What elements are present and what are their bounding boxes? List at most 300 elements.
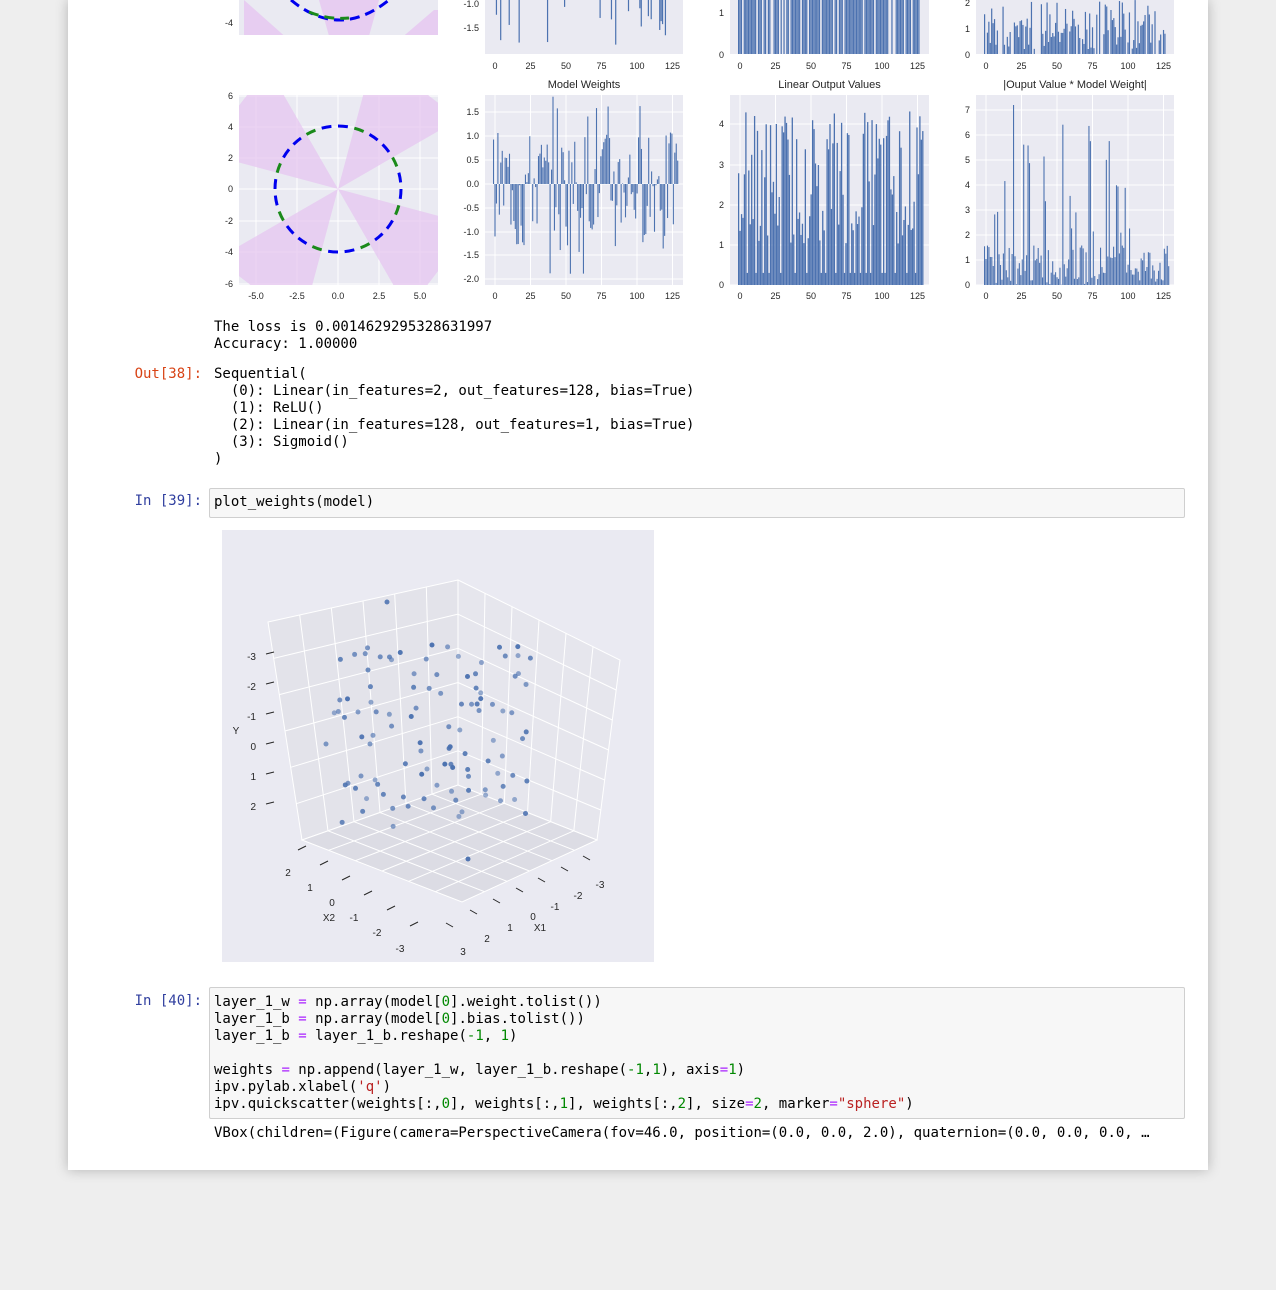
bar xyxy=(1032,280,1033,285)
bar xyxy=(763,273,764,285)
bar xyxy=(861,207,862,285)
bar xyxy=(855,211,856,285)
x-tick-label: 125 xyxy=(909,61,926,71)
bar xyxy=(845,0,846,54)
bar xyxy=(890,189,891,285)
scatter-point xyxy=(473,671,478,676)
bar xyxy=(1079,38,1080,54)
bar xyxy=(644,184,645,235)
bar xyxy=(1051,37,1052,54)
scatter-point xyxy=(486,759,491,764)
x-tick-label: 125 xyxy=(1155,291,1172,301)
scatter-point xyxy=(501,784,506,789)
y-tick-label: 4 xyxy=(718,119,724,129)
code-token: layer_1_b xyxy=(214,1028,299,1044)
bar xyxy=(619,159,620,184)
bar xyxy=(1137,21,1138,54)
bar xyxy=(1006,270,1007,285)
bar xyxy=(1143,21,1144,54)
weights-3d-scatter[interactable] xyxy=(222,530,654,962)
bar xyxy=(918,174,919,285)
bar xyxy=(869,181,870,285)
bar xyxy=(1133,275,1134,285)
bar xyxy=(1064,29,1065,54)
code-token: ) xyxy=(736,1062,746,1078)
bar xyxy=(880,0,881,54)
bar xyxy=(600,156,601,184)
bar xyxy=(760,226,761,285)
bar xyxy=(1058,279,1059,285)
scatter-point xyxy=(528,656,533,661)
scatter-point xyxy=(406,804,411,809)
scatter-point xyxy=(498,798,503,803)
bar xyxy=(615,184,616,246)
bar xyxy=(1113,18,1114,54)
y-tick-label: 1 xyxy=(964,255,970,265)
bar xyxy=(806,0,807,54)
bar xyxy=(496,184,497,204)
bar xyxy=(770,125,771,285)
loss-output: The loss is 0.0014629295328631997 Accuracy: 1.00000 xyxy=(214,319,493,352)
y-tick-label: 0 xyxy=(964,280,970,290)
bar xyxy=(1161,279,1162,285)
bar xyxy=(1101,267,1102,285)
scatter-point xyxy=(500,754,505,759)
weights-title: Model Weights xyxy=(547,79,621,91)
x-tick-label: 75 xyxy=(841,61,852,71)
bar xyxy=(638,137,639,184)
bar xyxy=(592,184,593,229)
bar xyxy=(846,0,847,54)
bar xyxy=(751,0,752,54)
x-tick-label: -5.0 xyxy=(248,291,264,301)
tick-mark xyxy=(342,876,350,880)
bar xyxy=(631,184,632,194)
x1-tick-label-3d: 3 xyxy=(460,947,466,958)
bar xyxy=(506,158,507,184)
bar xyxy=(803,0,804,54)
x-tick-label: 0 xyxy=(737,291,743,301)
scatter-point xyxy=(459,702,464,707)
scatter-point xyxy=(345,696,350,701)
bar xyxy=(897,0,898,54)
bar xyxy=(994,19,995,54)
bar xyxy=(586,184,587,194)
bar xyxy=(883,138,884,285)
bar xyxy=(1123,14,1124,54)
bar xyxy=(1052,261,1053,285)
bar xyxy=(1093,231,1094,285)
bar xyxy=(1064,264,1065,285)
x-tick-label: 25 xyxy=(525,61,536,71)
bar xyxy=(879,139,880,285)
x-tick-label: 50 xyxy=(560,61,572,71)
bar xyxy=(783,0,784,54)
bar xyxy=(526,182,527,184)
bar xyxy=(780,273,781,285)
scatter-point xyxy=(418,748,423,753)
bar xyxy=(655,184,656,185)
bar xyxy=(626,184,627,206)
bar xyxy=(832,143,833,285)
bar xyxy=(590,184,591,228)
bar xyxy=(523,184,524,245)
x-tick-label: 25 xyxy=(1016,61,1027,71)
bar xyxy=(661,184,662,210)
bar xyxy=(852,0,853,54)
x2-tick-label-3d: 2 xyxy=(285,868,291,879)
bar xyxy=(896,212,897,285)
bar xyxy=(595,169,596,184)
bar xyxy=(784,117,785,285)
bar xyxy=(802,224,803,285)
bar xyxy=(825,273,826,285)
bar xyxy=(1029,28,1030,54)
scatter-point xyxy=(463,751,468,756)
bar xyxy=(1128,265,1129,285)
bar xyxy=(768,273,769,285)
code-line xyxy=(214,1096,914,1113)
bar xyxy=(829,124,830,285)
x-tick-label: 0 xyxy=(492,291,498,301)
bar xyxy=(1020,21,1021,54)
bar xyxy=(758,241,759,285)
bar xyxy=(497,133,498,184)
x-tick-label: 25 xyxy=(770,291,781,301)
bar xyxy=(622,183,623,184)
bar xyxy=(516,184,517,244)
bar xyxy=(541,145,542,184)
bar xyxy=(676,144,677,184)
bar xyxy=(580,184,581,218)
code-token: 1 xyxy=(728,1062,737,1078)
tick-mark xyxy=(320,861,328,865)
bar xyxy=(1110,258,1111,285)
bar xyxy=(889,117,890,285)
tick-mark xyxy=(470,910,477,914)
bar xyxy=(1067,268,1068,285)
code-token: 1 xyxy=(652,1062,661,1078)
bar xyxy=(984,246,985,285)
scatter-point xyxy=(390,806,395,811)
bar xyxy=(1139,43,1140,54)
bar xyxy=(747,273,748,285)
bar xyxy=(500,0,501,40)
tick-mark xyxy=(266,742,274,744)
bar xyxy=(1085,12,1086,54)
bar xyxy=(1136,269,1137,285)
bar xyxy=(642,184,643,242)
y-tick-label: -1.5 xyxy=(463,250,479,260)
x2-tick-label-3d: -2 xyxy=(372,928,382,939)
bar xyxy=(519,184,520,185)
code-token: layer_1_b xyxy=(214,1011,299,1027)
bar xyxy=(1010,32,1011,54)
x1-tick-label-3d: -2 xyxy=(573,891,583,902)
bar xyxy=(821,273,822,285)
bar xyxy=(857,224,858,285)
bar xyxy=(759,0,760,54)
x1-tick-label-3d: -1 xyxy=(550,902,560,913)
bar xyxy=(841,123,842,285)
bar xyxy=(1028,45,1029,54)
bar xyxy=(1049,14,1050,54)
scatter-point xyxy=(457,728,462,733)
scatter-point xyxy=(368,700,373,705)
y-tick-label-3d: -3 xyxy=(247,652,256,663)
bar xyxy=(554,184,555,231)
bar xyxy=(790,243,791,285)
y-tick-label: 2 xyxy=(964,230,970,240)
bar xyxy=(628,177,629,184)
bar xyxy=(1125,30,1126,54)
bar xyxy=(1132,49,1133,54)
bar xyxy=(1014,256,1015,285)
scatter-point xyxy=(370,733,375,738)
bar xyxy=(615,0,616,45)
bar xyxy=(895,273,896,285)
scatter-3d-canvas xyxy=(222,530,654,962)
x-tick-label: 0 xyxy=(983,291,989,301)
bar xyxy=(1150,43,1151,54)
bar xyxy=(544,157,545,184)
bar xyxy=(1059,268,1060,285)
scatter-point xyxy=(424,657,429,662)
bar xyxy=(879,0,880,54)
x1-tick-label-3d: 0 xyxy=(530,912,536,923)
y-tick-label: 7 xyxy=(964,105,970,115)
y-tick-label: 1 xyxy=(718,8,724,18)
bar xyxy=(1057,277,1058,285)
scatter-point xyxy=(449,789,454,794)
scatter-point xyxy=(411,685,416,690)
product-title: |Ouput Value * Model Weight| xyxy=(1003,79,1147,91)
bar xyxy=(913,202,914,285)
bar xyxy=(824,230,825,285)
scatter-point xyxy=(515,644,520,649)
bar xyxy=(771,192,772,285)
bar xyxy=(916,0,917,54)
scatter-point xyxy=(360,809,365,814)
scatter-point xyxy=(359,734,364,739)
bar xyxy=(1103,273,1104,285)
bar xyxy=(1138,272,1139,285)
bar xyxy=(908,225,909,285)
bar xyxy=(1028,145,1029,285)
bar xyxy=(1105,5,1106,54)
bar xyxy=(1108,30,1109,54)
bar xyxy=(1071,228,1072,285)
bar xyxy=(819,240,820,285)
bar xyxy=(999,254,1000,285)
bar xyxy=(750,224,751,285)
y-tick-label: 1.0 xyxy=(466,131,479,141)
bar xyxy=(542,167,543,184)
bar xyxy=(1157,279,1158,285)
bar xyxy=(882,273,883,285)
decision-boundary-dash xyxy=(275,196,277,206)
bar xyxy=(1070,196,1071,285)
bar xyxy=(532,184,533,221)
scatter-point xyxy=(478,696,483,701)
y-tick-label: -4 xyxy=(224,247,233,257)
code-editor-39[interactable]: plot_weights(model) xyxy=(214,494,375,510)
bar xyxy=(1026,255,1027,285)
bar xyxy=(573,184,574,204)
bar xyxy=(788,0,789,54)
bar xyxy=(571,162,572,184)
bar xyxy=(836,0,837,54)
bar xyxy=(988,247,989,285)
bar xyxy=(628,0,629,11)
bar xyxy=(496,0,497,15)
bar xyxy=(806,273,807,285)
bar xyxy=(635,184,636,219)
x-tick-label: 50 xyxy=(560,291,572,301)
bar xyxy=(1017,25,1018,54)
bar xyxy=(864,0,865,54)
bar xyxy=(810,0,811,54)
code-editor-40[interactable] xyxy=(214,994,914,1113)
code-token: = xyxy=(829,1096,838,1112)
bar xyxy=(1126,273,1127,285)
bar xyxy=(538,156,539,184)
code-line xyxy=(214,1045,914,1062)
bar xyxy=(912,228,913,285)
bar xyxy=(560,184,561,250)
bar xyxy=(873,225,874,285)
bar xyxy=(1103,34,1104,54)
bar xyxy=(877,0,878,54)
bar xyxy=(1159,40,1160,54)
bar xyxy=(547,145,548,184)
bar xyxy=(800,235,801,285)
code-token: , marker xyxy=(761,1096,830,1112)
bar xyxy=(1002,7,1003,54)
bar xyxy=(892,195,893,285)
x-tick-label: 100 xyxy=(1120,291,1136,301)
scatter-point xyxy=(434,783,439,788)
bar xyxy=(1018,37,1019,54)
bar xyxy=(1014,23,1015,54)
decision-boundary-dash xyxy=(399,173,401,183)
scatter-point xyxy=(364,796,369,801)
x-tick-label: 0 xyxy=(983,61,989,71)
bar xyxy=(917,0,918,54)
bar xyxy=(755,273,756,285)
scatter-point xyxy=(391,824,396,829)
bar xyxy=(1081,245,1082,285)
bar xyxy=(765,0,766,54)
tick-mark xyxy=(266,772,274,774)
bar xyxy=(860,0,861,54)
y-tick-label: 3 xyxy=(718,160,724,170)
x1-tick-label-3d: 1 xyxy=(507,923,513,934)
y-tick-label: 4 xyxy=(964,180,970,190)
bar xyxy=(539,154,540,184)
bar xyxy=(1127,42,1128,54)
bar xyxy=(1042,34,1043,54)
bar xyxy=(993,23,994,54)
x-tick-label: 125 xyxy=(664,61,681,71)
bar xyxy=(1091,48,1092,54)
scatter-point xyxy=(516,653,521,658)
bar xyxy=(1069,31,1070,54)
bar xyxy=(1083,248,1084,285)
y-tick-label-3d: 2 xyxy=(250,802,256,813)
code-cell-39[interactable] xyxy=(209,488,1185,518)
bar xyxy=(866,0,867,54)
y-tick-label: 0.0 xyxy=(466,179,479,189)
bar xyxy=(809,216,810,285)
bar xyxy=(864,113,865,285)
bar xyxy=(871,120,872,285)
x-tick-label: 50 xyxy=(805,291,817,301)
bar xyxy=(1021,20,1022,54)
bar xyxy=(608,107,609,184)
bar xyxy=(791,0,792,54)
y-tick-label: 2 xyxy=(227,153,233,163)
bar xyxy=(825,0,826,54)
bar xyxy=(1015,26,1016,54)
bar xyxy=(570,184,571,274)
tick-mark xyxy=(266,682,274,684)
bar xyxy=(1080,248,1081,285)
bar xyxy=(745,0,746,54)
bar xyxy=(891,0,892,54)
bar xyxy=(637,184,638,193)
code-cell-40[interactable] xyxy=(209,987,1185,1119)
bar xyxy=(787,140,788,285)
bar xyxy=(886,136,887,285)
scatter-point xyxy=(387,712,392,717)
bar xyxy=(1092,27,1093,54)
bar xyxy=(776,0,777,54)
bar xyxy=(1030,280,1031,285)
bar xyxy=(1042,277,1043,285)
bar xyxy=(774,0,775,54)
bar xyxy=(835,273,836,285)
bar xyxy=(778,0,779,54)
x-tick-label: 75 xyxy=(596,291,607,301)
y-tick-label: 0 xyxy=(718,280,724,290)
bar xyxy=(1041,4,1042,54)
code-token: ], weights[:, xyxy=(568,1096,678,1112)
bar xyxy=(884,0,885,54)
bar xyxy=(869,0,870,54)
bar xyxy=(768,0,769,54)
bar xyxy=(914,0,915,54)
bar xyxy=(1075,212,1076,285)
bar xyxy=(1136,48,1137,54)
bar xyxy=(900,0,901,54)
bar xyxy=(621,184,622,223)
vbox-output: VBox(children=(Figure(camera=PerspectiveCamera(fov=46.0, position=(0.0, 0.0, 2.0), quaternion=(0.0, 0.0, 0.0, … xyxy=(214,1125,1150,1141)
tick-mark xyxy=(410,922,418,926)
x2-tick-label-3d: 1 xyxy=(307,883,313,894)
bar xyxy=(508,167,509,184)
scatter-point xyxy=(478,690,483,695)
scatter-point xyxy=(381,792,386,797)
bar xyxy=(1164,249,1165,285)
scatter-point xyxy=(479,660,484,665)
bar xyxy=(564,180,565,184)
bar xyxy=(813,129,814,285)
code-token: , xyxy=(483,1028,501,1044)
bar xyxy=(1096,15,1097,54)
bar xyxy=(816,186,817,285)
code-token: ], size xyxy=(686,1096,746,1112)
